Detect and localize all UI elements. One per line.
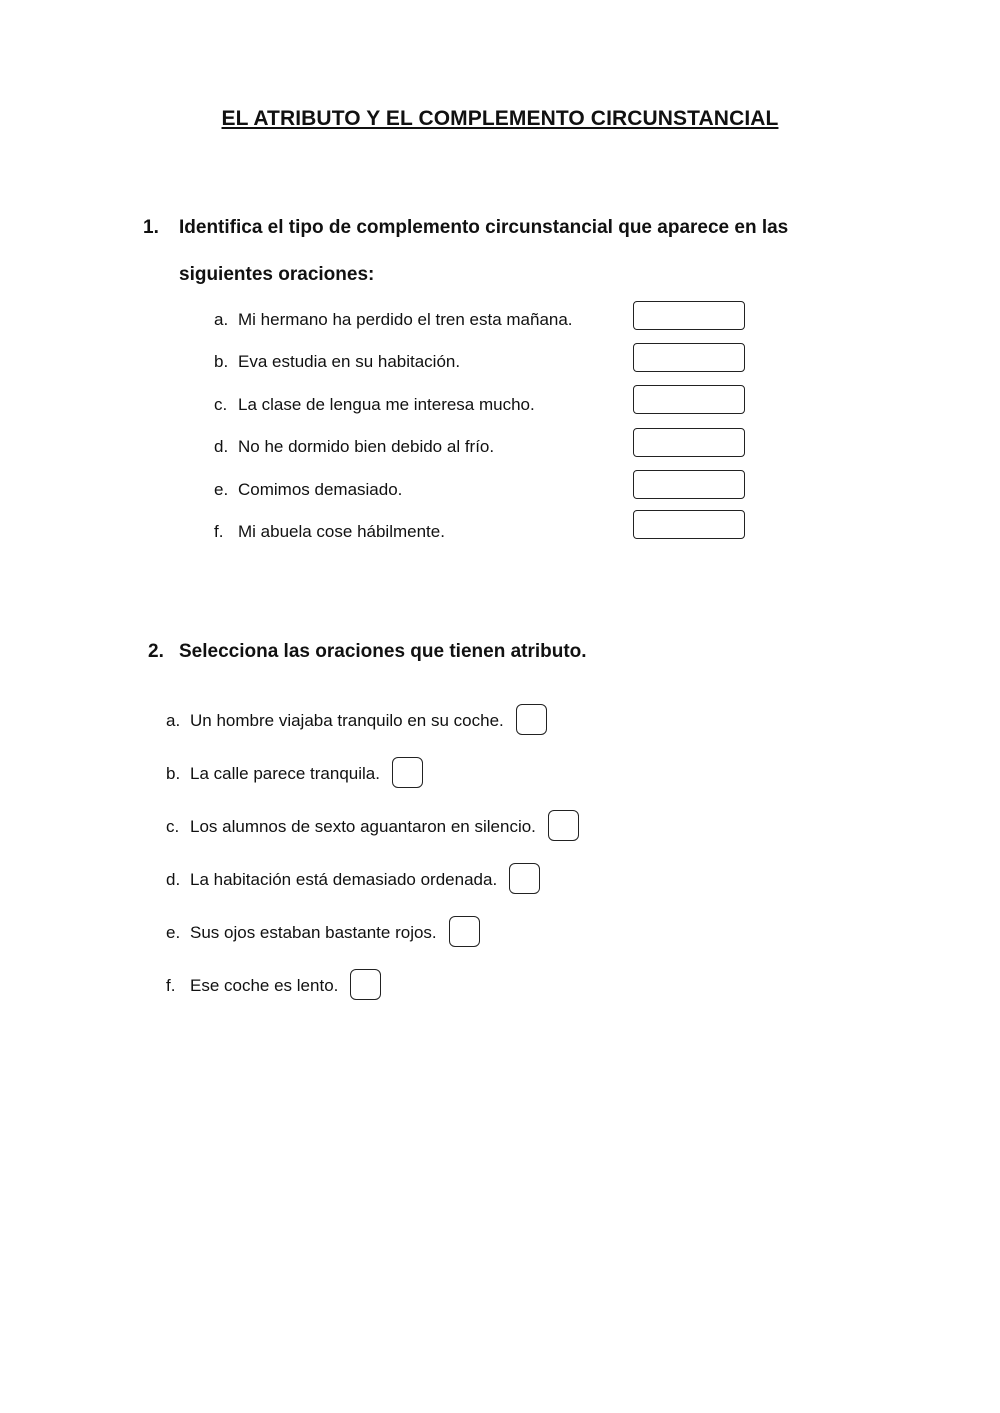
q2-item-text: Sus ojos estaban bastante rojos. (190, 922, 437, 942)
q2-item-f (166, 971, 381, 1002)
q1-item-text: La clase de lengua me interesa mucho. (238, 395, 535, 414)
page-title: EL ATRIBUTO Y EL COMPLEMENTO CIRCUNSTANCIAL (221, 107, 779, 130)
q2-item-a (166, 706, 547, 737)
q1-answer-box-c[interactable] (633, 385, 745, 414)
question-2-text: Selecciona las oraciones que tienen atributo. (179, 641, 587, 662)
q2-item-letter: b. (166, 763, 181, 783)
q2-item-letter: a. (166, 710, 181, 730)
q2-checkbox-c[interactable] (548, 810, 579, 841)
q2-checkbox-f[interactable] (350, 969, 381, 1000)
q2-item-letter: f. (166, 975, 176, 995)
q1-item-letter: a. (214, 310, 229, 329)
q1-item-text: Eva estudia en su habitación. (238, 352, 461, 371)
question-1-number: 1. (143, 217, 159, 238)
q1-item-f (214, 522, 445, 542)
q1-item-letter: d. (214, 437, 229, 456)
question-2-number: 2. (148, 641, 164, 662)
q2-item-letter: e. (166, 922, 181, 942)
q2-item-letter: c. (166, 816, 180, 836)
q1-item-b (214, 352, 460, 372)
q1-answer-box-a[interactable] (633, 301, 745, 330)
q1-answer-box-f[interactable] (633, 510, 745, 539)
q2-item-e (166, 918, 480, 949)
q1-item-letter: c. (214, 395, 228, 414)
q2-checkbox-d[interactable] (509, 863, 540, 894)
q1-item-text: Comimos demasiado. (238, 480, 403, 499)
q1-item-d (214, 437, 494, 457)
q1-item-letter: b. (214, 352, 229, 371)
q1-item-text: No he dormido bien debido al frío. (238, 437, 495, 456)
q2-checkbox-e[interactable] (449, 916, 480, 947)
q1-item-letter: f. (214, 522, 224, 541)
q1-answer-box-d[interactable] (633, 428, 745, 457)
q2-item-text: Un hombre viajaba tranquilo en su coche. (190, 710, 504, 730)
q1-item-e (214, 480, 402, 500)
q2-item-text: La habitación está demasiado ordenada. (190, 869, 498, 889)
q1-answer-box-e[interactable] (633, 470, 745, 499)
q1-item-letter: e. (214, 480, 229, 499)
q2-checkbox-b[interactable] (392, 757, 423, 788)
q2-item-text: Los alumnos de sexto aguantaron en silencio. (190, 816, 536, 836)
q2-item-d (166, 865, 540, 896)
q1-item-text: Mi hermano ha perdido el tren esta mañana. (238, 310, 573, 329)
q2-item-b (166, 759, 423, 790)
q2-checkbox-a[interactable] (516, 704, 547, 735)
q1-item-c (214, 395, 535, 415)
question-1-text-line1: Identifica el tipo de complemento circunstancial que aparece en las (179, 217, 789, 238)
q1-item-text: Mi abuela cose hábilmente. (238, 522, 445, 541)
q2-item-text: La calle parece tranquila. (190, 763, 380, 783)
q2-item-c (166, 812, 579, 843)
question-1-text-line2: siguientes oraciones: (179, 264, 375, 285)
q1-item-a (214, 310, 573, 330)
q1-answer-box-b[interactable] (633, 343, 745, 372)
q2-item-text: Ese coche es lento. (190, 975, 339, 995)
q2-item-letter: d. (166, 869, 181, 889)
